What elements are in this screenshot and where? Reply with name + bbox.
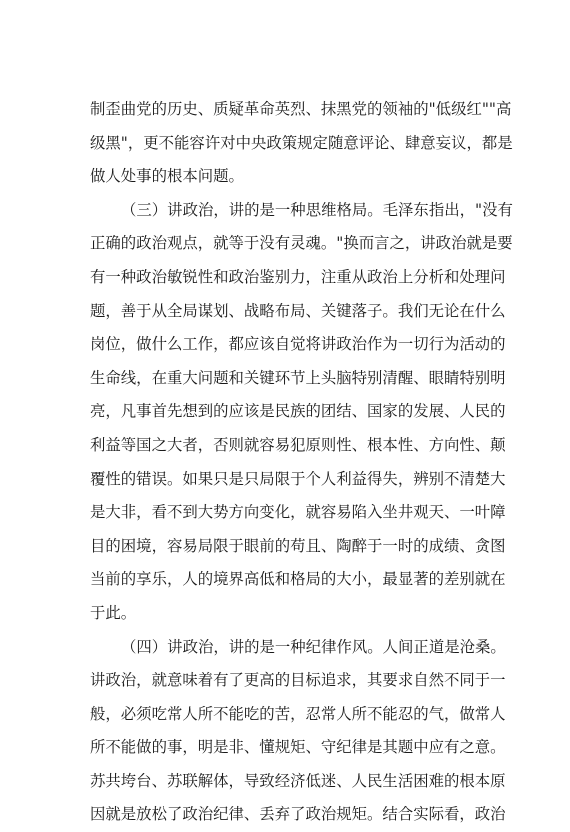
text-line: 是大非，看不到大势方向变化，就容易陷入坐井观天、一叶障 (90, 503, 506, 522)
text-line: 题，善于从全局谋划、战略布局、关键落子。我们无论在什么 (90, 301, 506, 320)
text-line: 做人处事的根本问题。 (90, 167, 244, 186)
text-line: 正确的政治观点，就等于没有灵魂。"换而言之，讲政治就是要 (90, 234, 513, 253)
text-line: 利益等国之大者，否则就容易犯原则性、根本性、方向性、颠 (90, 435, 506, 454)
text-line: 于此。 (90, 603, 137, 622)
text-line: 讲政治，就意味着有了更高的目标追求，其要求自然不同于一 (90, 671, 506, 690)
text-line: 亮，凡事首先想到的应该是民族的团结、国家的发展、人民的 (90, 402, 506, 421)
text-line: 所不能做的事，明是非、懂规矩、守纪律是其题中应有之意。 (90, 738, 506, 757)
paragraph-start-line: （三）讲政治，讲的是一种思维格局。毛泽东指出，"没有 (121, 200, 513, 219)
text-line: 有一种政治敏锐性和政治鉴别力，注重从政治上分析和处理问 (90, 267, 506, 286)
text-line: 当前的享乐，人的境界高低和格局的大小，最显著的差别就在 (90, 570, 506, 589)
text-line: 生命线，在重大问题和关键环节上头脑特别清醒、眼睛特别明 (90, 368, 506, 387)
text-line: 岗位，做什么工作，都应该自觉将讲政治作为一切行为活动的 (90, 335, 506, 354)
text-line: 级黑"，更不能容许对中央政策规定随意评论、肆意妄议，都是 (90, 133, 513, 152)
text-line: 苏共垮台、苏联解体，导致经济低迷、人民生活困难的根本原 (90, 771, 506, 790)
text-line: 因就是放松了政治纪律、丢弃了政治规矩。结合实际看，政治 (90, 805, 506, 824)
paragraph-start-line: （四）讲政治，讲的是一种纪律作风。人间正道是沧桑。 (121, 637, 506, 656)
text-line: 般，必须吃常人所不能吃的苦，忍常人所不能忍的气，做常人 (90, 704, 506, 723)
text-line: 目的困境，容易局限于眼前的苟且、陶醉于一时的成绩、贪图 (90, 536, 506, 555)
text-line: 制歪曲党的历史、质疑革命英烈、抹黑党的领袖的"低级红""高 (90, 100, 512, 118)
text-line: 覆性的错误。如果只是只局限于个人利益得失，辨别不清楚大 (90, 469, 506, 488)
body-text (90, 93, 513, 832)
